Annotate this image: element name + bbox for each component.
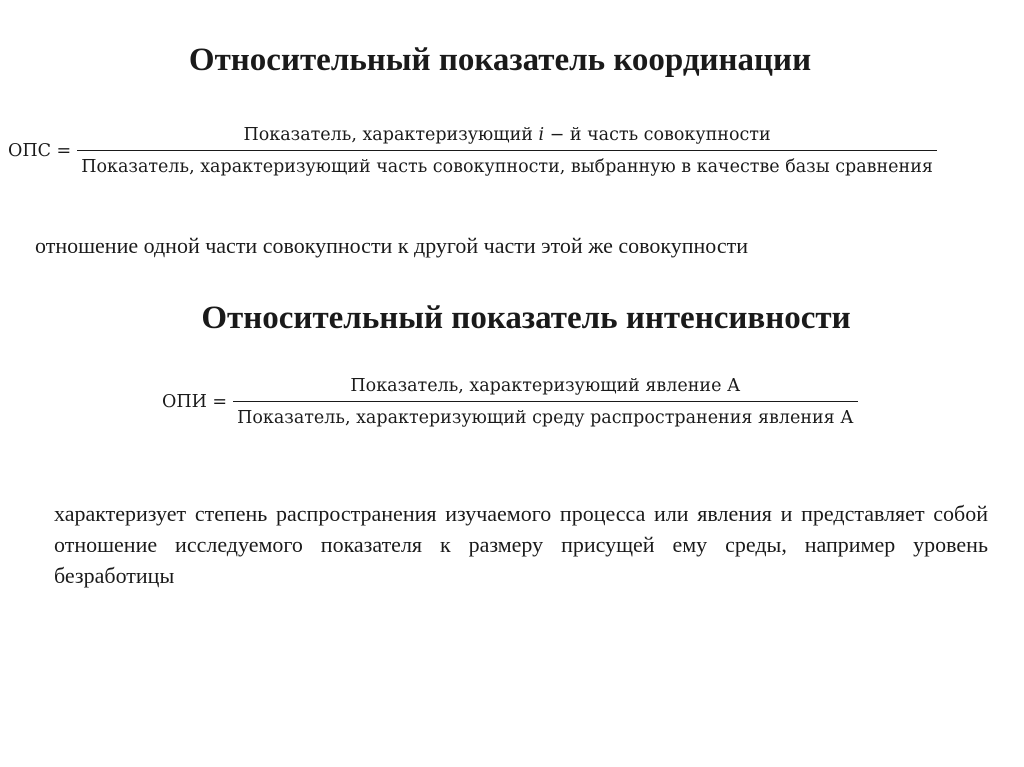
formula-opi-fraction: [233, 373, 857, 431]
formula-ops-numerator: [239, 122, 774, 150]
formula-opi-lhs: ОПИ =: [162, 392, 228, 412]
formula-ops-denominator: Показатель, характеризующий часть совокупности, выбранную в качестве базы сравнения: [77, 150, 937, 180]
formula-ops: [8, 122, 937, 180]
description-coordination: отношение одной части совокупности к другой части этой же совокупности: [35, 233, 748, 258]
formula-ops-numerator-variable: i: [538, 125, 545, 145]
formula-ops-lhs: ОПС =: [8, 141, 72, 161]
formula-opi-denominator: Показатель, характеризующий среду распространения явления А: [233, 401, 857, 431]
description-intensity: характеризует степень распространения изучаемого процесса или явления и представляет собой отношение исследуемого показателя к размеру присущей ему среды, например уровень безработицы: [54, 501, 988, 588]
formula-opi-numerator: Показатель, характеризующий явление А: [350, 376, 741, 396]
formula-ops-numerator-before: Показатель, характеризующий: [243, 125, 539, 145]
formula-ops-numerator-after: − й часть совокупности: [544, 125, 771, 145]
formula-opi: [162, 373, 858, 431]
title-intensity-indicator: Относительный показатель интенсивности: [201, 300, 851, 336]
formula-ops-fraction: [77, 122, 937, 180]
title-coordination-indicator: Относительный показатель координации: [188, 42, 812, 78]
